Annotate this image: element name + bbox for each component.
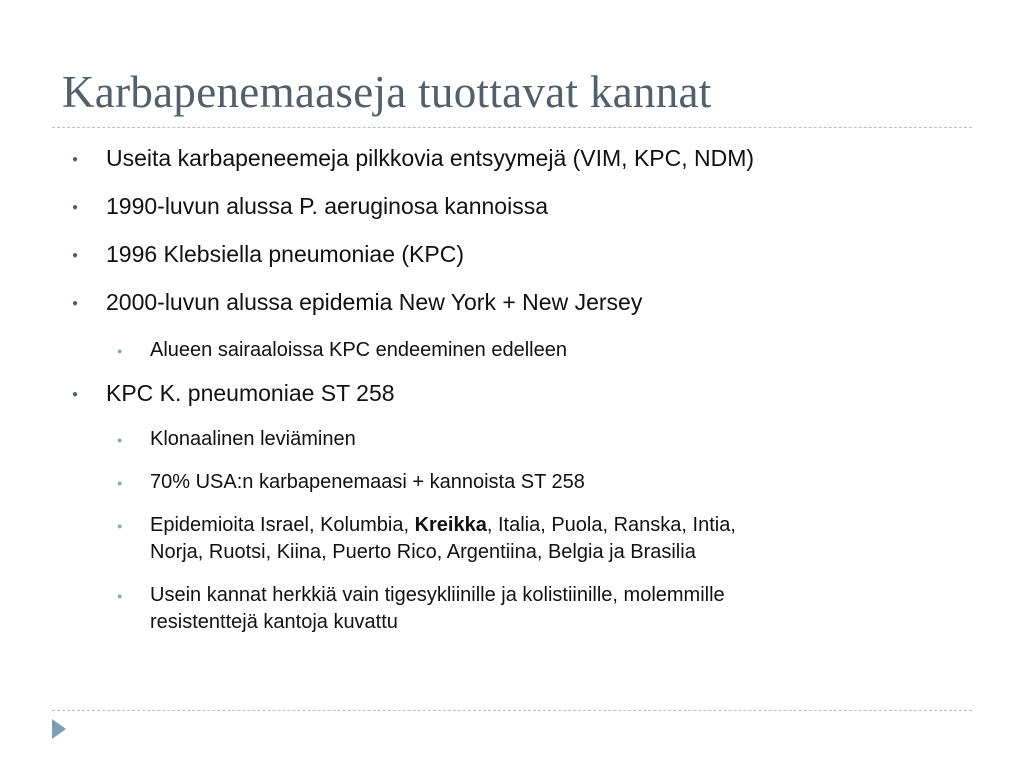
- bullet-item: [72, 240, 464, 268]
- triangle-right-icon[interactable]: [52, 719, 66, 739]
- bullet-dot-icon: ●: [72, 154, 79, 165]
- sub-bullet-item: [117, 582, 725, 636]
- sub-bullet-item: [117, 337, 567, 364]
- text-run: Epidemioita Israel, Kolumbia,: [150, 514, 415, 536]
- bullet-item: [72, 288, 643, 316]
- bullet-text: 2000-luvun alussa epidemia New York + New Jersey: [106, 289, 643, 315]
- sub-bullet-dot-icon: ●: [117, 478, 123, 488]
- bullet-dot-icon: ●: [72, 202, 79, 213]
- bullet-item: [72, 379, 395, 407]
- slide-title: Karbapenemaaseja tuottavat kannat: [62, 67, 712, 117]
- bullet-dot-icon: ●: [72, 250, 79, 261]
- bullet-dot-icon: ●: [72, 389, 79, 400]
- sub-bullet-dot-icon: ●: [117, 591, 123, 601]
- bullet-text: 1996 Klebsiella pneumoniae (KPC): [106, 241, 464, 267]
- sub-bullet-dot-icon: ●: [117, 435, 123, 445]
- sub-bullet-dot-icon: ●: [117, 346, 123, 356]
- sub-bullet-item: [117, 469, 585, 496]
- bullet-text: Useita karbapeneemeja pilkkovia entsyymejä (VIM, KPC, NDM): [106, 145, 755, 171]
- sub-bullet-text: [150, 512, 736, 566]
- bullet-item: [72, 192, 548, 220]
- bullet-dot-icon: ●: [72, 298, 79, 309]
- sub-bullet-text: Klonaalinen leviäminen: [150, 428, 356, 450]
- sub-bullet-text: Alueen sairaaloissa KPC endeeminen edelleen: [150, 339, 567, 361]
- footer-divider: [52, 710, 972, 711]
- text-run: resistenttejä kantoja kuvattu: [150, 611, 398, 633]
- title-divider: [52, 127, 972, 128]
- sub-bullet-text: [150, 582, 725, 636]
- sub-bullet-item: [117, 512, 736, 566]
- sub-bullet-item: [117, 426, 356, 453]
- text-run: Norja, Ruotsi, Kiina, Puerto Rico, Argentiina, Belgia ja Brasilia: [150, 541, 696, 563]
- bullet-item: [72, 144, 755, 172]
- bullet-text: 1990-luvun alussa P. aeruginosa kannoissa: [106, 193, 548, 219]
- sub-bullet-dot-icon: ●: [117, 521, 123, 531]
- emphasis-country: Kreikka: [414, 514, 487, 536]
- sub-bullet-text: 70% USA:n karbapenemaasi + kannoista ST 258: [150, 471, 585, 493]
- text-run: , Italia, Puola, Ranska, Intia,: [486, 514, 736, 536]
- text-run: Usein kannat herkkiä vain tigesykliinille ja kolistiinille, molemmille: [150, 584, 725, 606]
- bullet-text: KPC K. pneumoniae ST 258: [106, 380, 395, 406]
